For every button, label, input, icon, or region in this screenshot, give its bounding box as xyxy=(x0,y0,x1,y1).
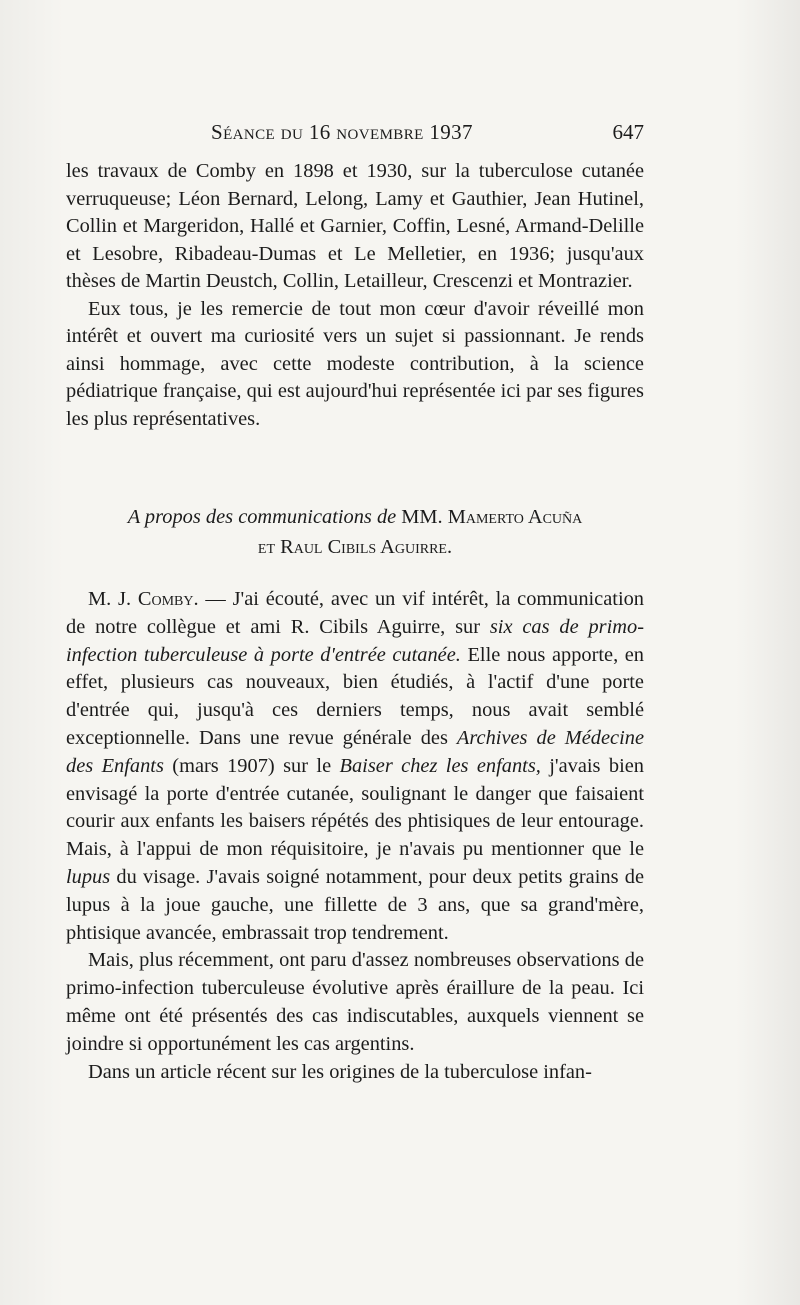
body-text-bottom xyxy=(66,586,644,1086)
p3-text-1: — J'ai écouté, avec un vif intérêt, la communication de notre collègue et ami R. Cibils Aguirre, sur xyxy=(66,588,644,638)
section-title-names-2: et Raul Cibils Aguirre. xyxy=(257,536,453,558)
running-head-title xyxy=(211,120,473,145)
p3-italic-1: six cas de primo-infection tuberculeuse à porte d'entrée cutanée. xyxy=(66,615,644,666)
paragraph-5: Dans un article récent sur les origines de la tuberculose infan- xyxy=(88,1060,592,1083)
body-text-top xyxy=(66,158,644,433)
paragraph-3 xyxy=(66,586,644,947)
running-head-year: 1937 xyxy=(429,120,473,144)
section-title xyxy=(66,502,644,562)
p3-text-5: du visage. J'avais soigné notamment, pour deux petits grains de lupus à la joue gauche, une fillette de 3 ans, que sa grand'mère, phtisique avancée, embrassait trop tendrement. xyxy=(66,865,644,944)
speaker-name: M. J. Comby. xyxy=(88,588,199,610)
section-title-line-1 xyxy=(66,502,644,532)
p3-italic-4: lupus xyxy=(66,865,111,888)
running-head-part1: Séance du xyxy=(211,120,309,144)
paragraph-1: les travaux de Comby en 1898 et 1930, sur la tuberculose cutanée verruqueuse; Léon Bernard, Lelong, Lamy et Gauthier, Jean Hutinel, Collin et Margeridon, Hallé et Garnier, Coffin, Lesné, Armand-Delille et Lesobre, Ribadeau-Dumas et Le Melletier, en 1936; jusqu'aux thèses de Martin Deustch, Collin, Letailleur, Crescenzi et Montrazier. xyxy=(66,160,644,292)
section-title-italic: A propos des communications de xyxy=(127,506,397,528)
p3-text-2: Elle nous apporte, en effet, plusieurs cas nouveaux, bien étudiés, à l'actif d'une porte d'entrée qui, jusqu'à ces derniers temps, nous avait semblé exceptionnelle. Dans une revue générale des xyxy=(66,643,644,749)
p3-italic-2: Archives de Médecine des Enfants xyxy=(66,726,644,777)
running-head xyxy=(66,120,644,154)
section-title-names-1: MM. Mamerto Acuña xyxy=(396,506,583,528)
running-head-part2: novembre xyxy=(330,120,430,144)
running-head-day: 16 xyxy=(308,120,331,144)
p3-text-3: (mars 1907) sur le xyxy=(163,754,340,777)
p3-text-4: j'avais bien envisagé la porte d'entrée cutanée, soulignant le danger que faisaient courir aux enfants les baisers répétés des phtisiques de leur entourage. Mais, à l'appui de mon réquisitoire, je n'avais pu mentionner que le xyxy=(66,754,644,861)
p3-italic-3: Baiser chez les enfants, xyxy=(339,754,541,777)
paragraph-2: Eux tous, je les remercie de tout mon cœur d'avoir réveillé mon intérêt et ouvert ma curiosité vers un sujet si passionnant. Je rends ainsi hommage, avec cette modeste contribution, à la science pédiatrique française, qui est aujourd'hui représentée ici par ses figures les plus représentatives. xyxy=(66,297,644,430)
page-number: 647 xyxy=(612,120,644,144)
paragraph-4: Mais, plus récemment, ont paru d'assez nombreuses observations de primo-infection tuberculeuse évolutive après éraillure de la peau. Ici même ont été présentés des cas indiscutables, auxquels viennent se joindre si opportunément les cas argentins. xyxy=(66,949,644,1055)
